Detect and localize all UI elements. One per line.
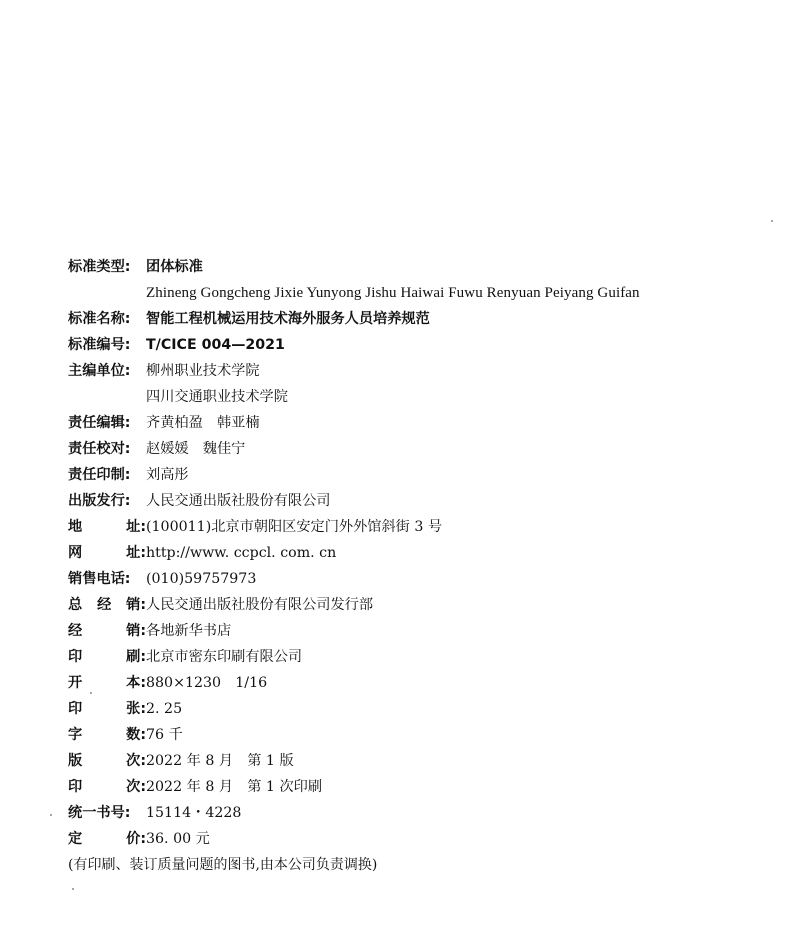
sheets-label xyxy=(68,696,146,722)
distributor-label xyxy=(68,618,146,644)
standard-name-label: 标准名称: xyxy=(68,311,131,327)
standard-name-value: 智能工程机械运用技术海外服务人员培养规范 xyxy=(146,311,430,327)
distributor-label-right: 销: xyxy=(126,623,146,639)
printing-label-right: 次: xyxy=(126,779,146,795)
printing-value: 2022 年 8 月 第 1 次印刷 xyxy=(146,779,323,795)
price-label xyxy=(68,826,146,852)
price-label-left: 定 xyxy=(68,831,83,847)
book-number-label: 统一书号: xyxy=(68,805,131,821)
copyright-page-block xyxy=(68,254,768,878)
publisher-value: 人民交通出版社股份有限公司 xyxy=(146,493,331,509)
printing-label-left: 印 xyxy=(68,779,83,795)
word-count-value: 76 千 xyxy=(146,727,183,743)
scan-speck xyxy=(90,692,92,694)
price-value: 36. 00 元 xyxy=(146,831,210,847)
quality-notice-row xyxy=(68,852,768,878)
sales-phone-value: (010)59757973 xyxy=(146,571,257,587)
print-supervisor-row xyxy=(68,462,768,488)
scan-speck xyxy=(72,888,74,890)
website-label-left: 网 xyxy=(68,545,83,561)
scan-speck xyxy=(771,220,773,222)
sheets-row xyxy=(68,696,768,722)
website-label xyxy=(68,540,146,566)
sheets-label-right: 张: xyxy=(126,701,146,717)
publisher-row xyxy=(68,488,768,514)
website-row xyxy=(68,540,768,566)
general-distributor-value: 人民交通出版社股份有限公司发行部 xyxy=(146,597,374,613)
editor-unit-continuation-row xyxy=(68,384,768,410)
distributor-row xyxy=(68,618,768,644)
price-label-right: 价: xyxy=(126,831,146,847)
distributor-label-left: 经 xyxy=(68,623,83,639)
responsible-editor-label: 责任编辑: xyxy=(68,415,131,431)
word-count-label-right: 数: xyxy=(126,727,146,743)
edition-label-left: 版 xyxy=(68,753,83,769)
pinyin-title-row xyxy=(68,280,768,306)
address-label-left: 地 xyxy=(68,519,83,535)
proofreader-value: 赵媛媛 魏佳宁 xyxy=(146,441,246,457)
standard-type-row xyxy=(68,254,768,280)
book-number-row xyxy=(68,800,768,826)
standard-name-row xyxy=(68,306,768,332)
sales-phone-row xyxy=(68,566,768,592)
distributor-value: 各地新华书店 xyxy=(146,623,232,639)
format-value: 880×1230 1/16 xyxy=(146,675,268,691)
address-value: (100011)北京市朝阳区安定门外外馆斜街 3 号 xyxy=(146,519,443,535)
editor-unit-primary: 柳州职业技术学院 xyxy=(146,363,260,379)
editor-unit-label: 主编单位: xyxy=(68,363,131,379)
editor-unit-row xyxy=(68,358,768,384)
general-distributor-label-left: 总 xyxy=(68,597,83,613)
word-count-label-left: 字 xyxy=(68,727,83,743)
website-label-right: 址: xyxy=(126,545,146,561)
format-label-right: 本: xyxy=(126,675,146,691)
print-supervisor-value: 刘高彤 xyxy=(146,467,189,483)
edition-row xyxy=(68,748,768,774)
edition-label-right: 次: xyxy=(126,753,146,769)
quality-notice: (有印刷、装订质量问题的图书,由本公司负责调换) xyxy=(68,857,378,873)
responsible-editor-row xyxy=(68,410,768,436)
standard-number-value: T/CICE 004—2021 xyxy=(146,337,285,353)
standard-type-label: 标准类型: xyxy=(68,259,131,275)
format-label-left: 开 xyxy=(68,675,83,691)
general-distributor-label xyxy=(68,592,146,618)
printer-value: 北京市密东印刷有限公司 xyxy=(146,649,303,665)
word-count-row xyxy=(68,722,768,748)
standard-type-value: 团体标准 xyxy=(146,259,203,275)
editor-unit-secondary: 四川交通职业技术学院 xyxy=(146,389,288,405)
responsible-editor-value: 齐黄柏盈 韩亚楠 xyxy=(146,415,260,431)
word-count-label xyxy=(68,722,146,748)
standard-number-label: 标准编号: xyxy=(68,337,131,353)
sheets-value: 2. 25 xyxy=(146,701,183,717)
sales-phone-label: 销售电话: xyxy=(68,571,131,587)
address-label-right: 址: xyxy=(126,519,146,535)
address-row xyxy=(68,514,768,540)
printer-row xyxy=(68,644,768,670)
sheets-label-left: 印 xyxy=(68,701,83,717)
format-label xyxy=(68,670,146,696)
edition-value: 2022 年 8 月 第 1 版 xyxy=(146,753,294,769)
printing-row xyxy=(68,774,768,800)
general-distributor-label-mid: 经 xyxy=(97,597,112,613)
edition-label xyxy=(68,748,146,774)
publisher-label: 出版发行: xyxy=(68,493,131,509)
proofreader-label: 责任校对: xyxy=(68,441,131,457)
printer-label-left: 印 xyxy=(68,649,83,665)
address-label xyxy=(68,514,146,540)
printer-label-right: 刷: xyxy=(126,649,146,665)
format-row xyxy=(68,670,768,696)
general-distributor-row xyxy=(68,592,768,618)
print-supervisor-label: 责任印制: xyxy=(68,467,131,483)
scan-speck xyxy=(50,814,52,816)
pinyin-title: Zhineng Gongcheng Jixie Yunyong Jishu Haiwai Fuwu Renyuan Peiyang Guifan xyxy=(146,285,640,301)
printing-label xyxy=(68,774,146,800)
standard-number-row xyxy=(68,332,768,358)
general-distributor-label-right: 销: xyxy=(126,597,146,613)
price-row xyxy=(68,826,768,852)
printer-label xyxy=(68,644,146,670)
book-number-value: 15114・4228 xyxy=(146,805,242,821)
proofreader-row xyxy=(68,436,768,462)
website-value: http://www. ccpcl. com. cn xyxy=(146,545,337,561)
